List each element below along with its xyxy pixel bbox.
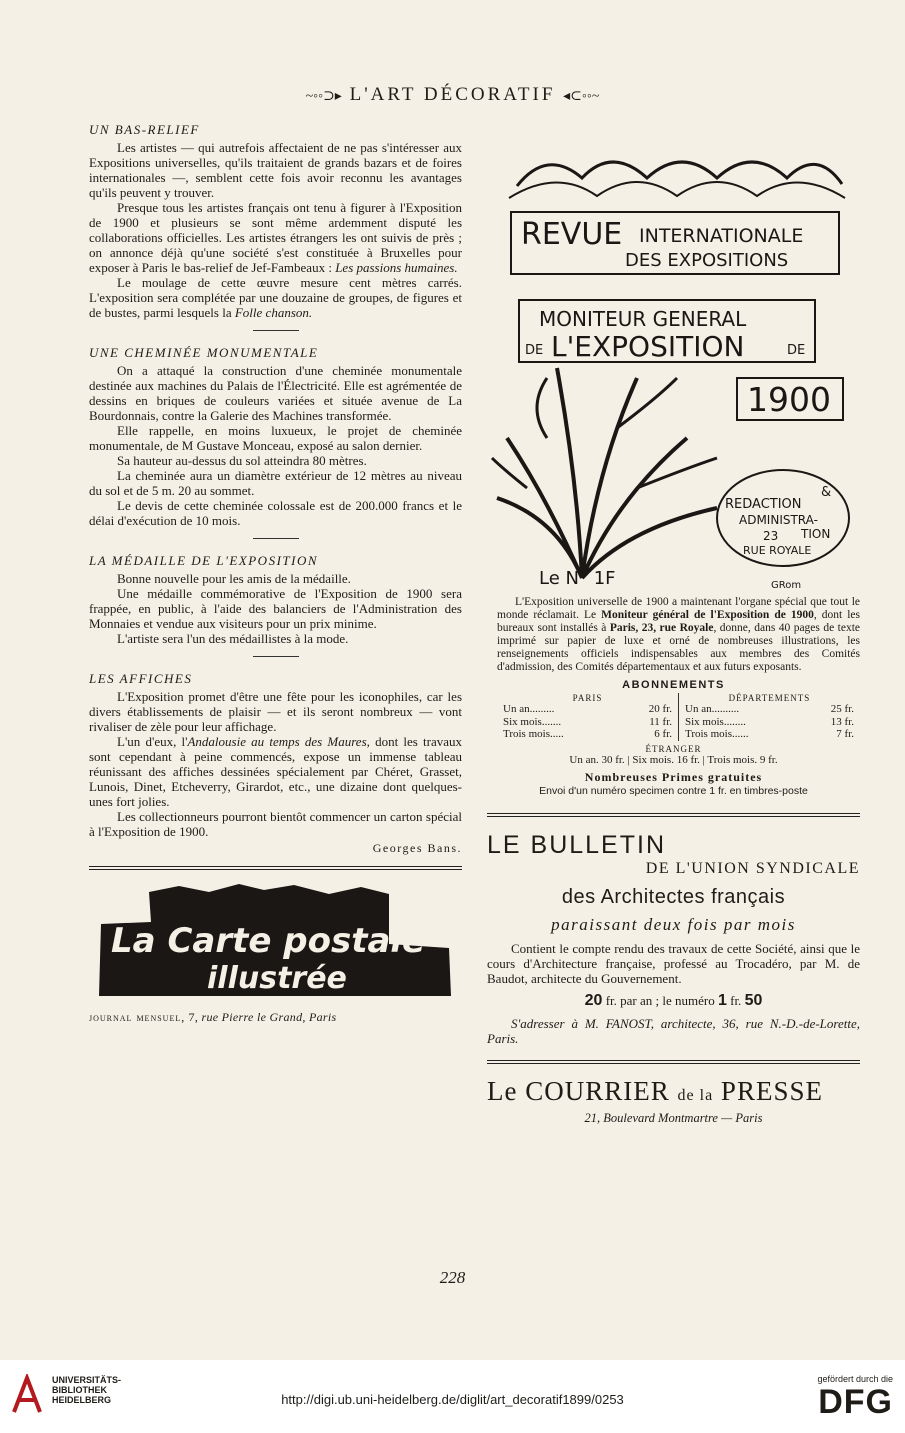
envoi: Envoi d'un numéro specimen contre 1 fr. en timbres-poste <box>539 784 808 797</box>
bulletin-address: S'adresser à M. FANOST, architecte, 36, rue N.-D.-de-Lorette, Paris. <box>487 1015 860 1046</box>
rule <box>487 813 860 814</box>
footer-bar <box>0 1360 905 1433</box>
price-row: Six mois........ 13 fr. <box>685 715 854 728</box>
source-url-link[interactable]: http://digi.ub.uni-heidelberg.de/diglit/art_decoratif1899/0253 <box>281 1392 624 1407</box>
paragraph: Le moulage de cette œuvre mesure cent mètres carrés. L'exposition sera complétée par une douzaine de groupes, de figures et de bustes, parmi lesquels la Folle chanson. <box>89 275 462 320</box>
paragraph: La cheminée aura un diamètre extérieur de 12 mètres au niveau du sol et de 5 m. 20 au sommet. <box>89 468 462 498</box>
bulletin-frequency: paraissant deux fois par mois <box>551 914 796 934</box>
revue-subtitle: INTERNATIONALE <box>639 225 804 247</box>
section-title: UN BAS-RELIEF <box>89 122 200 137</box>
paragraph: Elle rappelle, en moins luxueux, le projet de cheminée monumentale, de M Gustave Monceau, exposé au salon dernier. <box>89 423 462 453</box>
price-row: Six mois....... 11 fr. <box>503 715 672 728</box>
paragraph: On a attaqué la construction d'une cheminée monumentale destinée aux machines du Palais de l'Électricité. Elle est agrémentée de dessins en briques de couleurs variées et située avenue de La Bourdonnais, contre la Galerie des Machines transformée. <box>89 363 462 423</box>
redaction-text: ADMINISTRA- <box>739 513 818 527</box>
revue-subtitle-2: DES EXPOSITIONS <box>625 250 789 271</box>
right-column <box>487 122 860 1126</box>
paragraph: Presque tous les artistes français ont tenu à figurer à l'Exposition de 1900 et plusieurs se sont même ardemment disputé les collaborations officielles. Les artistes étrangers les ont suivis de près ; on annonce déjà qu'une société s'est constituée à Bruxelles pour exposer à Paris le bas-relief de Jef-Fambeaux : Les passions humaines. <box>89 200 462 275</box>
rule <box>487 1063 860 1064</box>
rule <box>89 869 462 870</box>
price-row: Un an.......... 25 fr. <box>685 703 854 715</box>
carte-postale-address: journal mensuel, 7, rue Pierre le Grand, Paris <box>89 1010 337 1024</box>
paragraph: Le devis de cette cheminée colossale est de 200.000 francs et le délai d'exécution de 10 mois. <box>89 498 462 528</box>
rule <box>487 816 860 817</box>
carte-postale-ad <box>89 882 462 1000</box>
etranger-head: ÉTRANGER <box>645 743 702 754</box>
section-title: LA MÉDAILLE DE L'EXPOSITION <box>89 553 319 568</box>
bulletin-price: 20 fr. par an ; le numéro 1 fr. 50 <box>584 991 763 1009</box>
de-right: DE <box>787 343 806 358</box>
etranger-prices: Un an. 30 fr. | Six mois. 16 fr. | Trois mois. 9 fr. <box>569 753 778 766</box>
paragraph: Sa hauteur au-dessus du sol atteindra 80 mètres. <box>117 453 367 468</box>
bulletin-org: des Architectes français <box>561 885 786 908</box>
price-row: Trois mois...... 7 fr. <box>685 728 854 740</box>
price-row: Trois mois..... 6 fr. <box>503 728 672 740</box>
paragraph: Les artistes — qui autrefois affectaient de ne pas s'intéresser aux Expositions universelles, qu'ils traitaient de grands bazars et de foires internationales —, semblent cette fois avoir reconnu les avantages qu'ils peuvent y trouver. <box>89 140 462 200</box>
section-title: UNE CHEMINÉE MONUMENTALE <box>89 345 319 360</box>
revue-ad-text: L'Exposition universelle de 1900 a maintenant l'organe spécial que tout le monde réclamait. Le Moniteur général de l'Exposition de 1900, dont les bureaux sont installés à Paris, 23, rue Royale, donne, dans 40 pages de texte imprimé sur papier de luxe et orné de nombreuses illustrations, les renseignements officiels indispensables aux membres des Comités d'admission, des Comités départementaux et aux futurs exposants. <box>497 596 861 673</box>
section-medaille <box>89 553 462 646</box>
left-column <box>89 122 462 1025</box>
paris-column: PARIS Un an......... 20 fr. Six mois....... 11 fr. Trois mois..... 6 fr. <box>503 693 672 740</box>
dfg-logo[interactable]: gefördert durch die DFG <box>817 1374 893 1421</box>
plant-stem <box>497 368 717 578</box>
bulletin-subtitle: DE L'UNION SYNDICALE <box>645 859 860 877</box>
revue-poster <box>487 138 860 590</box>
rule <box>89 866 462 867</box>
logo-line1: La Carte postale <box>111 921 426 961</box>
logo-line2: illustrée <box>207 961 347 996</box>
page-header <box>0 84 905 106</box>
ornament-right-icon: ◂⊂◦◦~ <box>563 89 600 104</box>
redaction-text: RUE ROYALE <box>743 544 812 557</box>
carte-postale-logo <box>89 882 462 1000</box>
courrier-address: 21, Boulevard Montmartre — Paris <box>584 1110 763 1125</box>
bulletin-ad <box>487 831 860 1046</box>
moniteur-title: MONITEUR GENERAL <box>539 307 747 331</box>
paragraph: Une médaille commémorative de l'Exposition de 1900 sera frappée, en public, à l'aide des balanciers de l'Administration des Monnaies et vendue aux visiteurs pour un prix minime. <box>89 586 462 631</box>
departements-column: DÉPARTEMENTS Un an.......... 25 fr. Six mois........ 13 fr. Trois mois...... 7 fr. <box>678 693 860 741</box>
rule <box>487 1060 860 1061</box>
floral-border <box>509 182 845 198</box>
paragraph: Les collectionneurs pourront bientôt commencer un carton spécial à l'Exposition de 1900. <box>89 809 462 839</box>
year: 1900 <box>747 380 831 419</box>
journal-title: L'ART DÉCORATIF <box>349 84 556 105</box>
paragraph: L'Exposition promet d'être une fête pour les iconophiles, car les divers établissements de plaisir — et ils seront nombreux — vont rivaliser de zèle pour leur affichage. <box>89 689 462 734</box>
abonnements-table <box>497 693 860 741</box>
primes: Nombreuses Primes gratuites <box>584 769 763 784</box>
price-row: Un an......... 20 fr. <box>503 703 672 715</box>
separator <box>253 656 299 657</box>
page-number: 228 <box>439 1268 466 1287</box>
section-cheminee <box>89 345 462 528</box>
issue-number: Le N° 1F <box>539 568 616 589</box>
university-name: UNIVERSITÄTS- BIBLIOTHEK HEIDELBERG <box>52 1375 122 1405</box>
redaction-text: 23 <box>763 529 779 543</box>
section-affiches <box>89 671 462 856</box>
redaction-text: TION <box>801 527 831 541</box>
paragraph: Bonne nouvelle pour les amis de la médaille. <box>117 571 351 586</box>
redaction-text: REDACTION <box>725 497 802 512</box>
de-left: DE <box>525 343 544 358</box>
courrier-title: Le COURRIER de la PRESSE <box>487 1075 823 1106</box>
bulletin-title: LE BULLETIN <box>487 830 667 859</box>
revue-illustration <box>487 138 860 590</box>
signature: Georges Bans. <box>372 841 462 855</box>
artist-signature: GRom <box>771 580 802 590</box>
separator <box>253 538 299 539</box>
separator <box>253 330 299 331</box>
ornament-left-icon: ~◦◦⊃▸ <box>305 89 342 104</box>
abonnements-title: ABONNEMENTS <box>622 679 725 691</box>
exposition-title: L'EXPOSITION <box>551 330 745 363</box>
bulletin-text: Contient le compte rendu des travaux de cette Société, ainsi que le cours d'Architecture française, professé au Trocadéro, par M. de Baudot, architecte du Gouvernement. <box>487 940 860 986</box>
revue-title: REVUE <box>521 217 623 252</box>
paragraph: L'artiste sera l'un des médaillistes à la mode. <box>117 631 349 646</box>
section-bas-relief <box>89 122 462 320</box>
section-title: LES AFFICHES <box>89 671 193 686</box>
redaction-text: & <box>821 485 832 500</box>
paragraph: L'un d'eux, l'Andalousie au temps des Maures, dont les travaux sont cependant à peine commencés, expose un immense tableau réunissant des affiches dessinées spécialement par Chéret, Grasset, Lunois, Dinet, Etcheverry, Girardot, etc., une dizaine dont quelques-unes fort jolies. <box>89 734 463 809</box>
